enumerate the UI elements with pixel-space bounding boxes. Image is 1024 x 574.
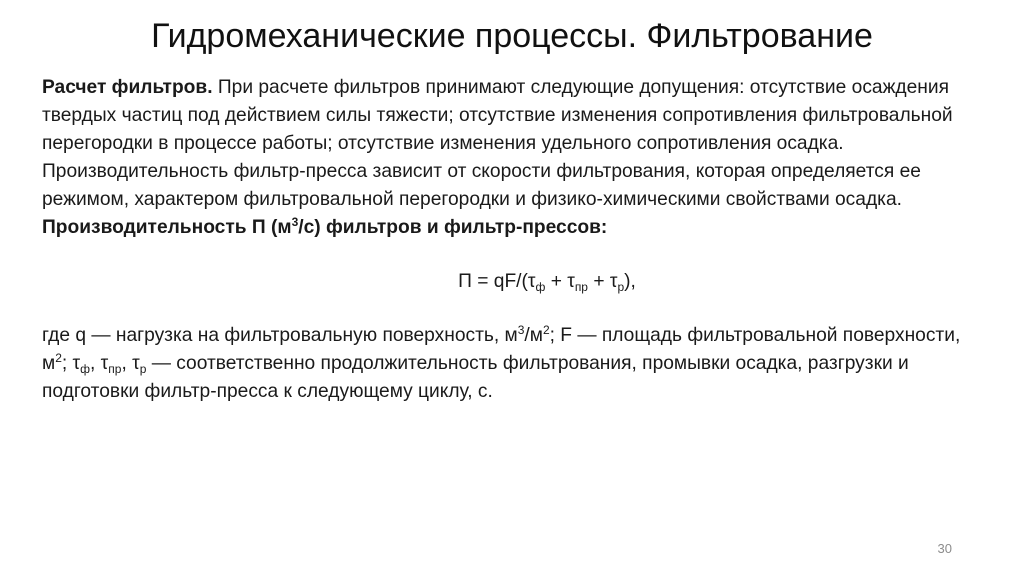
paragraph-variable-definitions: где q — нагрузка на фильтровальную поверхность, $м^3/м^2$; F — площадь фильтровальной поверхности, $м^2$; $\tau_ф$, $\tau_{пр}$, $\tau_р$ — соответственно продолжительность фильтрования, промывки осадка, разгрузки и подготовки фильтр-пресса к следующему циклу, с. [42,323,961,402]
slide-body [42,74,982,406]
slide-title: Гидромеханические процессы. Фильтрование [151,17,873,55]
page-number: 30 [937,541,952,556]
productivity-heading-sup: 3 [291,215,299,229]
filter-calculation-text: При расчете фильтров принимают следующие допущения: отсутствие осаждения твердых частиц под действием силы тяжести; отсутствие изменения сопротивления фильтровальной перегородки в процессе работы; отсутствие изменения удельного сопротивления осадка. [42,77,953,154]
productivity-formula: $П = qF/(\tau_ф + \tau_{пр} + \tau_р)$, [458,271,636,294]
productivity-heading-part1: Производительность П (м [42,217,292,238]
paragraph-productivity: Производительность фильтр-пресса зависит от скорости фильтрования, которая определяется ее режимом, характером фильтровальной перегородки и физико-химическими свойствами осадка. [42,161,921,210]
filter-calculation-heading: Расчет фильтров. [42,77,213,98]
paragraph-filter-calculation [42,74,982,158]
productivity-heading-part2: /с) фильтров и фильтр-прессов: [298,217,608,238]
productivity-heading [42,214,982,242]
